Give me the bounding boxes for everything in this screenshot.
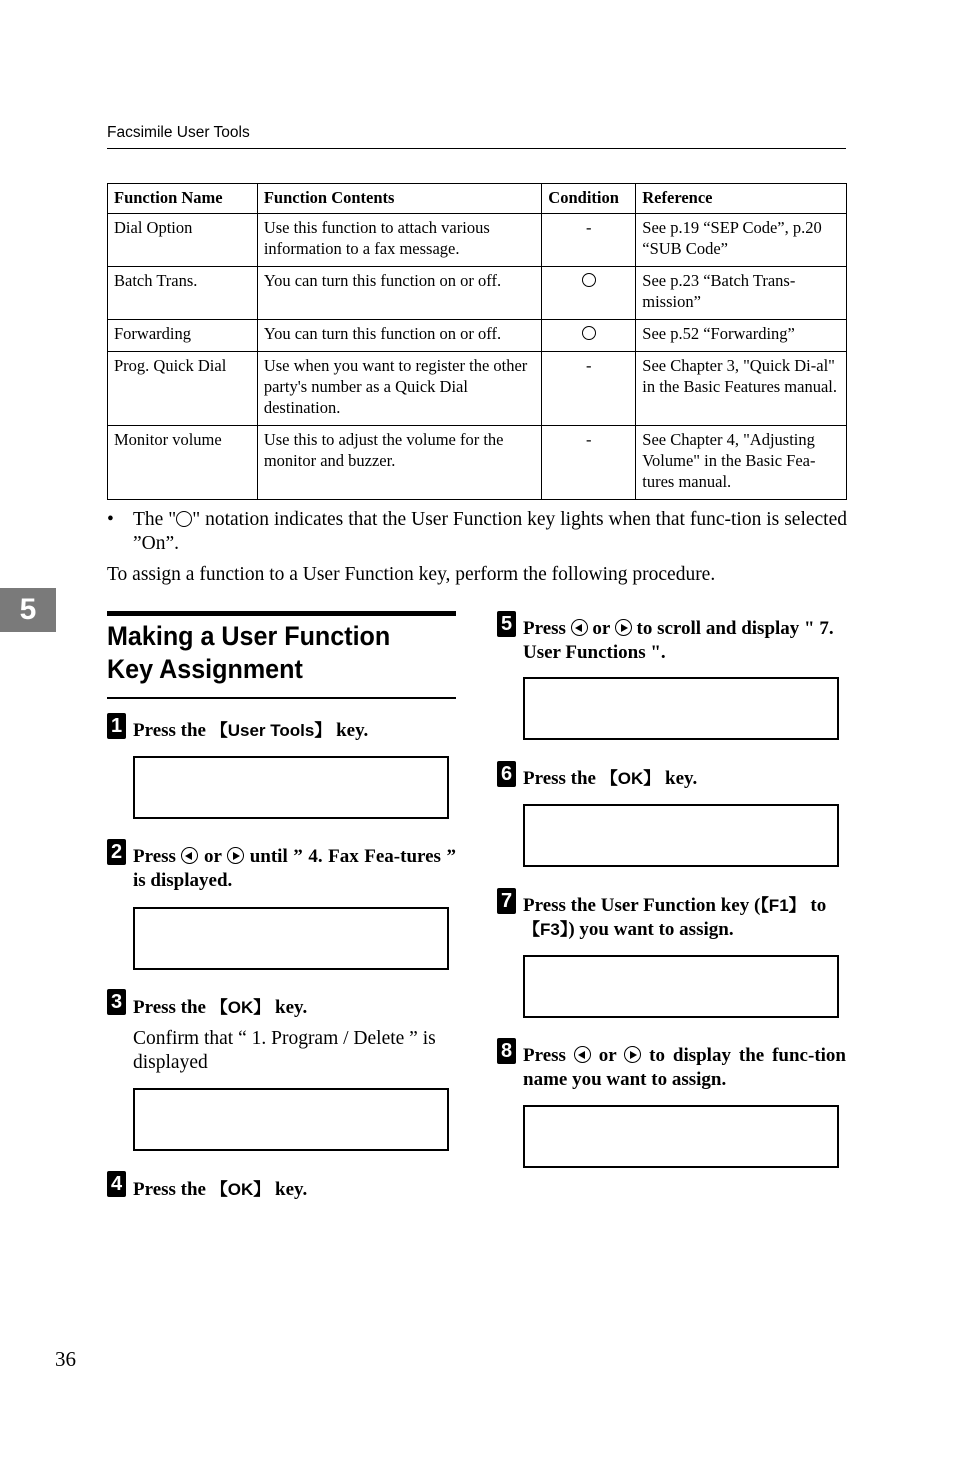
- circle-icon: [582, 273, 596, 287]
- cell-reference: See p.23 “Batch Trans-mission”: [636, 267, 847, 320]
- ok-key: 【OK】: [210, 1180, 271, 1199]
- intro-paragraph: To assign a function to a User Function key, perform the following procedure.: [107, 564, 716, 585]
- table-row: [108, 214, 847, 267]
- cell-condition: -: [542, 426, 636, 500]
- lcd-display: [523, 1105, 839, 1168]
- lcd-display: [133, 756, 449, 819]
- section-bottom-rule: [107, 697, 456, 699]
- table-row: [108, 352, 847, 426]
- running-header: [107, 124, 846, 149]
- step-number: 7: [497, 888, 516, 914]
- step-text: key.: [331, 720, 369, 741]
- cell-function-contents: You can turn this function on or off.: [257, 320, 541, 352]
- step-2-instruction: [133, 845, 456, 893]
- step-3-body: Confirm that “ 1. Program / Delete ” is displayed: [133, 1028, 436, 1073]
- cell-reference: See p.19 “SEP Code”, p.20 “SUB Code”: [636, 214, 847, 267]
- cell-condition: [542, 267, 636, 320]
- step-text: key.: [270, 1179, 308, 1200]
- lcd-display: [523, 804, 839, 867]
- cell-reference: See p.52 “Forwarding”: [636, 320, 847, 352]
- step-number: 4: [107, 1171, 126, 1197]
- step-text: or: [198, 846, 228, 867]
- cell-function-contents: Use this to adjust the volume for the monitor and buzzer.: [257, 426, 541, 500]
- cell-function-name: Dial Option: [108, 214, 258, 267]
- step-text: until ” 4. Fax Fea-tures ” is displayed.: [133, 846, 456, 891]
- cell-function-contents: Use when you want to register the other party's number as a Quick Dial destination.: [257, 352, 541, 426]
- step-text: Press: [133, 846, 182, 867]
- step-text: ) you want to assign.: [568, 919, 734, 940]
- step-text: Press the: [133, 1179, 211, 1200]
- left-arrow-key-icon: [571, 619, 588, 636]
- cell-condition: -: [542, 352, 636, 426]
- step-7-instruction: [523, 894, 846, 942]
- lcd-display: [133, 1088, 449, 1151]
- cell-reference: See Chapter 4, "Adjusting Volume" in the Basic Fea-tures manual.: [636, 426, 847, 500]
- table-row: [108, 320, 847, 352]
- right-arrow-key-icon: [624, 1046, 641, 1063]
- bullet-note: [107, 508, 847, 556]
- step-text: Press the: [523, 768, 601, 789]
- step-6-instruction: [523, 767, 846, 791]
- circle-icon: [176, 511, 192, 527]
- step-text: to: [805, 895, 827, 916]
- f1-key: 【F1】: [760, 896, 806, 915]
- step-text: key.: [660, 768, 698, 789]
- step-number: 1: [107, 713, 126, 739]
- header-title: Facsimile User Tools: [107, 124, 250, 141]
- circle-icon: [582, 326, 596, 340]
- step-text: Press the: [133, 997, 211, 1018]
- ok-key: 【OK】: [600, 769, 661, 788]
- col-header-reference: Reference: [636, 184, 847, 214]
- ok-key: 【OK】: [210, 998, 271, 1017]
- step-4-instruction: [133, 1178, 456, 1202]
- cell-condition: [542, 320, 636, 352]
- note-text-start: The ": [133, 509, 177, 530]
- step-number: 2: [107, 839, 126, 865]
- step-text: or: [587, 618, 615, 639]
- step-number: 5: [497, 611, 516, 637]
- user-tools-key: 【User Tools】: [210, 721, 332, 740]
- bullet-icon: •: [107, 509, 114, 530]
- cell-condition: -: [542, 214, 636, 267]
- step-text: Press: [523, 618, 571, 639]
- step-number: 8: [497, 1038, 516, 1064]
- step-8-instruction: [523, 1044, 846, 1092]
- right-arrow-key-icon: [227, 847, 244, 864]
- f3-key: 【F3】: [523, 920, 569, 939]
- cell-function-contents: You can turn this function on or off.: [257, 267, 541, 320]
- left-arrow-key-icon: [181, 847, 198, 864]
- right-arrow-key-icon: [615, 619, 632, 636]
- section-title: Making a User Function Key Assignment: [107, 621, 391, 684]
- step-text: Press the User Function key (: [523, 895, 761, 916]
- step-1-instruction: [133, 719, 456, 743]
- left-arrow-key-icon: [574, 1046, 591, 1063]
- table-header-row: [108, 184, 847, 214]
- lcd-display: [523, 677, 839, 740]
- step-number: 6: [497, 761, 516, 787]
- step-text: Press: [523, 1045, 574, 1066]
- table-row: [108, 267, 847, 320]
- col-header-function-name: Function Name: [108, 184, 258, 214]
- section-top-rule: [107, 611, 456, 616]
- cell-function-name: Prog. Quick Dial: [108, 352, 258, 426]
- page-number: 36: [55, 1347, 76, 1371]
- col-header-condition: Condition: [542, 184, 636, 214]
- step-text: to display the func-tion name you want to assign.: [523, 1045, 846, 1090]
- step-number: 3: [107, 989, 126, 1015]
- step-3-instruction: [133, 996, 456, 1020]
- lcd-display: [133, 907, 449, 970]
- step-5-instruction: [523, 617, 846, 665]
- step-text: to scroll and display " 7. User Functions ".: [523, 618, 834, 663]
- chapter-tab: 5: [0, 588, 56, 632]
- cell-function-name: Batch Trans.: [108, 267, 258, 320]
- cell-function-name: Monitor volume: [108, 426, 258, 500]
- note-text-end: " notation indicates that the User Function key lights when that func-tion is selected ”On”.: [133, 509, 847, 554]
- step-text: key.: [270, 997, 308, 1018]
- cell-function-contents: Use this function to attach various information to a fax message.: [257, 214, 541, 267]
- col-header-function-contents: Function Contents: [257, 184, 541, 214]
- lcd-display: [523, 955, 839, 1018]
- cell-function-name: Forwarding: [108, 320, 258, 352]
- step-text: Press the: [133, 720, 211, 741]
- function-table: [107, 183, 847, 500]
- step-text: or: [590, 1045, 625, 1066]
- cell-reference: See Chapter 3, "Quick Di-al" in the Basic Features manual.: [636, 352, 847, 426]
- table-row: [108, 426, 847, 500]
